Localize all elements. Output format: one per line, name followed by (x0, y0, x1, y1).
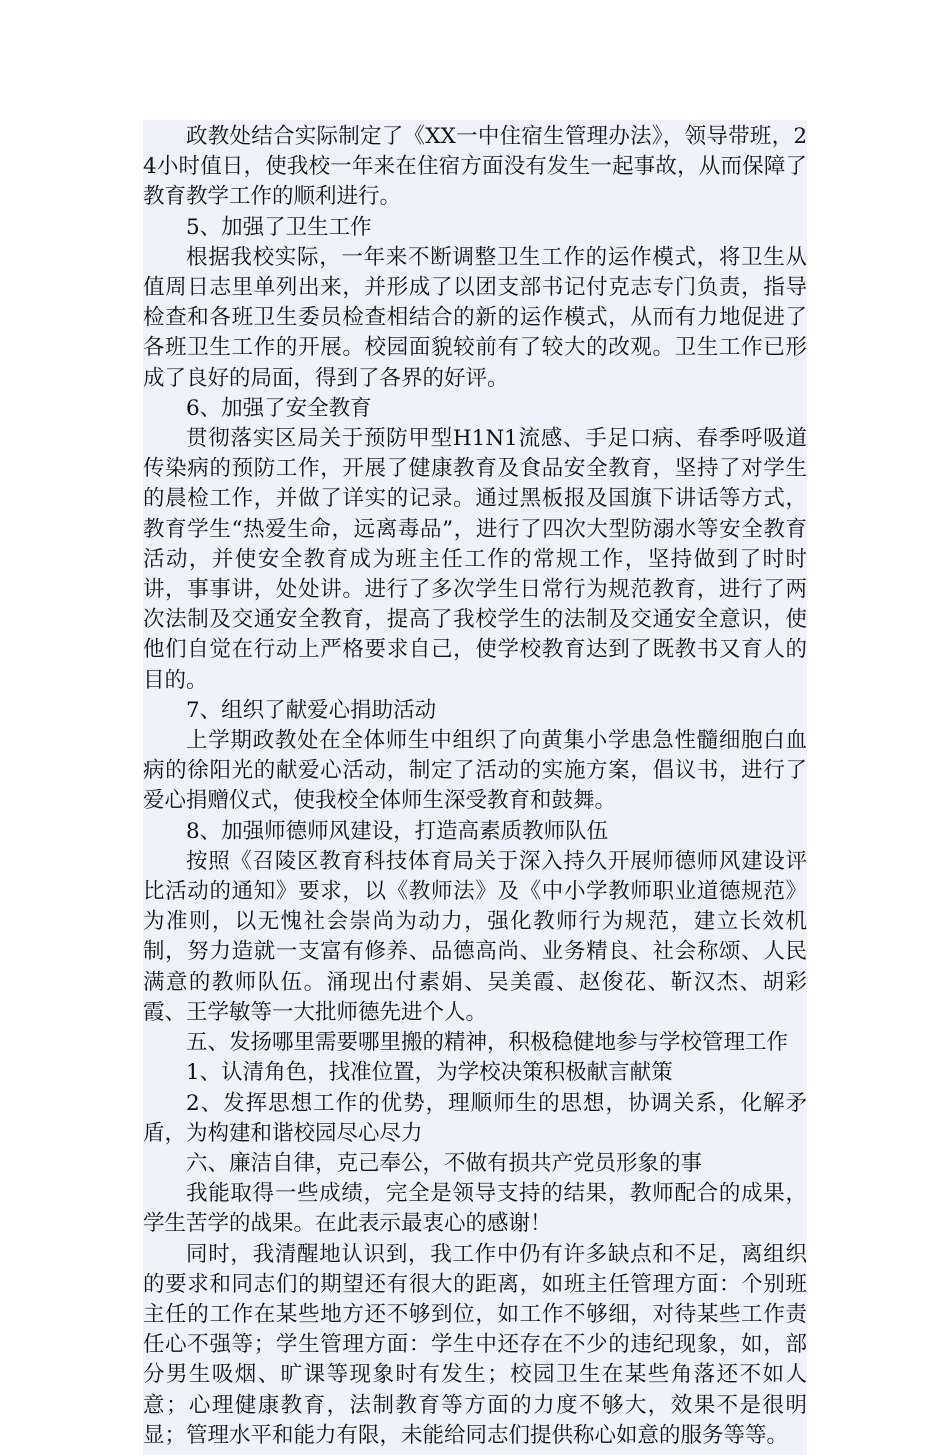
paragraph-teacher-ethics: 按照《召陵区教育科技体育局关于深入持久开展师德师风建设评比活动的通知》要求，以《教师法》及《中小学教师职业道德规范》为准则，以无愧社会崇尚为动力，强化教师行为规范，建立长效机制，努力造就一支富有修养、品德高尚、业务精良、社会称颂、人民满意的教师队伍。涌现出付素娟、吴美霞、赵俊花、靳汉杰、胡彩霞、王学敏等一大批师德先进个人。 (143, 848, 807, 1025)
item-ideological-work: 2、发挥思想工作的优势，理顺师生的思想，协调关系，化解矛盾，为构建和谐校园尽心尽力 (143, 1090, 807, 1146)
heading-integrity: 六、廉洁自律，克己奉公，不做有损共产党员形象的事 (186, 1150, 703, 1176)
paragraph-hygiene-work: 根据我校实际，一年来不断调整卫生工作的运作模式，将卫生从值周日志里单列出来，并形成了以团支部书记付克志专门负责，指导检查和各班卫生委员检查相结合的新的运作模式，从而有力地促进了各班卫生工作的开展。校园面貌较前有了较大的改观。卫生工作已形成了良好的局面，得到了各界的好评。 (143, 244, 807, 391)
heading-charity-activity: 7、组织了献爱心捐助活动 (186, 697, 437, 723)
heading-hygiene-work: 5、加强了卫生工作 (186, 214, 372, 240)
paragraph-shortcomings: 同时，我清醒地认识到，我工作中仍有许多缺点和不足，离组织的要求和同志们的期望还有很大的距离，如班主任管理方面：个别班主任的工作在某些地方还不够到位，如工作不够细，对待某些工作责任心不强等；学生管理方面：学生中还存在不少的违纪现象，如，部分男生吸烟、旷课等现象时有发生；校园卫生在某些角落还不如人意；心理健康教育，法制教育等方面的力度不够大，效果不是很明显；管理水平和能力有限，未能给同志们提供称心如意的服务等等。 (143, 1241, 807, 1448)
document-body (143, 120, 807, 1455)
paragraph-dormitory-management: 政教处结合实际制定了《XX一中住宿生管理办法》，领导带班，24小时值日，使我校一年来在住宿方面没有发生一起事故，从而保障了教育教学工作的顺利进行。 (143, 124, 807, 210)
heading-teacher-ethics: 8、加强师德师风建设，打造高素质教师队伍 (186, 818, 609, 844)
paragraph-charity-activity: 上学期政教处在全体师生中组织了向黄集小学患急性髓细胞白血病的徐阳光的献爱心活动，制定了活动的实施方案，倡议书，进行了爱心捐赠仪式，使我校全体师生深受教育和鼓舞。 (143, 728, 807, 814)
heading-safety-education: 6、加强了安全教育 (186, 395, 372, 421)
item-role-clarity: 1、认清角色，找准位置，为学校决策积极献言献策 (186, 1060, 673, 1086)
paragraph-safety-education: 贯彻落实区局关于预防甲型H1N1流感、手足口病、春季呼吸道传染病的预防工作，开展了健康教育及食品安全教育，坚持了对学生的晨检工作，并做了详实的记录。通过黑板报及国旗下讲话等方式，教育学生“热爱生命，远离毒品”，进行了四次大型防溺水等安全教育活动，并使安全教育成为班主任工作的常规工作，坚持做到了时时讲，事事讲，处处讲。进行了多次学生日常行为规范教育，进行了两次法制及交通安全教育，提高了我校学生的法制及交通安全意识，使他们自觉在行动上严格要求自己，使学校教育达到了既教书又育人的目的。 (143, 426, 807, 693)
paragraph-acknowledgement: 我能取得一些成绩，完全是领导支持的结果，教师配合的成果，学生苦学的战果。在此表示最衷心的感谢！ (143, 1181, 807, 1237)
heading-school-management: 五、发扬哪里需要哪里搬的精神，积极稳健地参与学校管理工作 (186, 1030, 789, 1056)
